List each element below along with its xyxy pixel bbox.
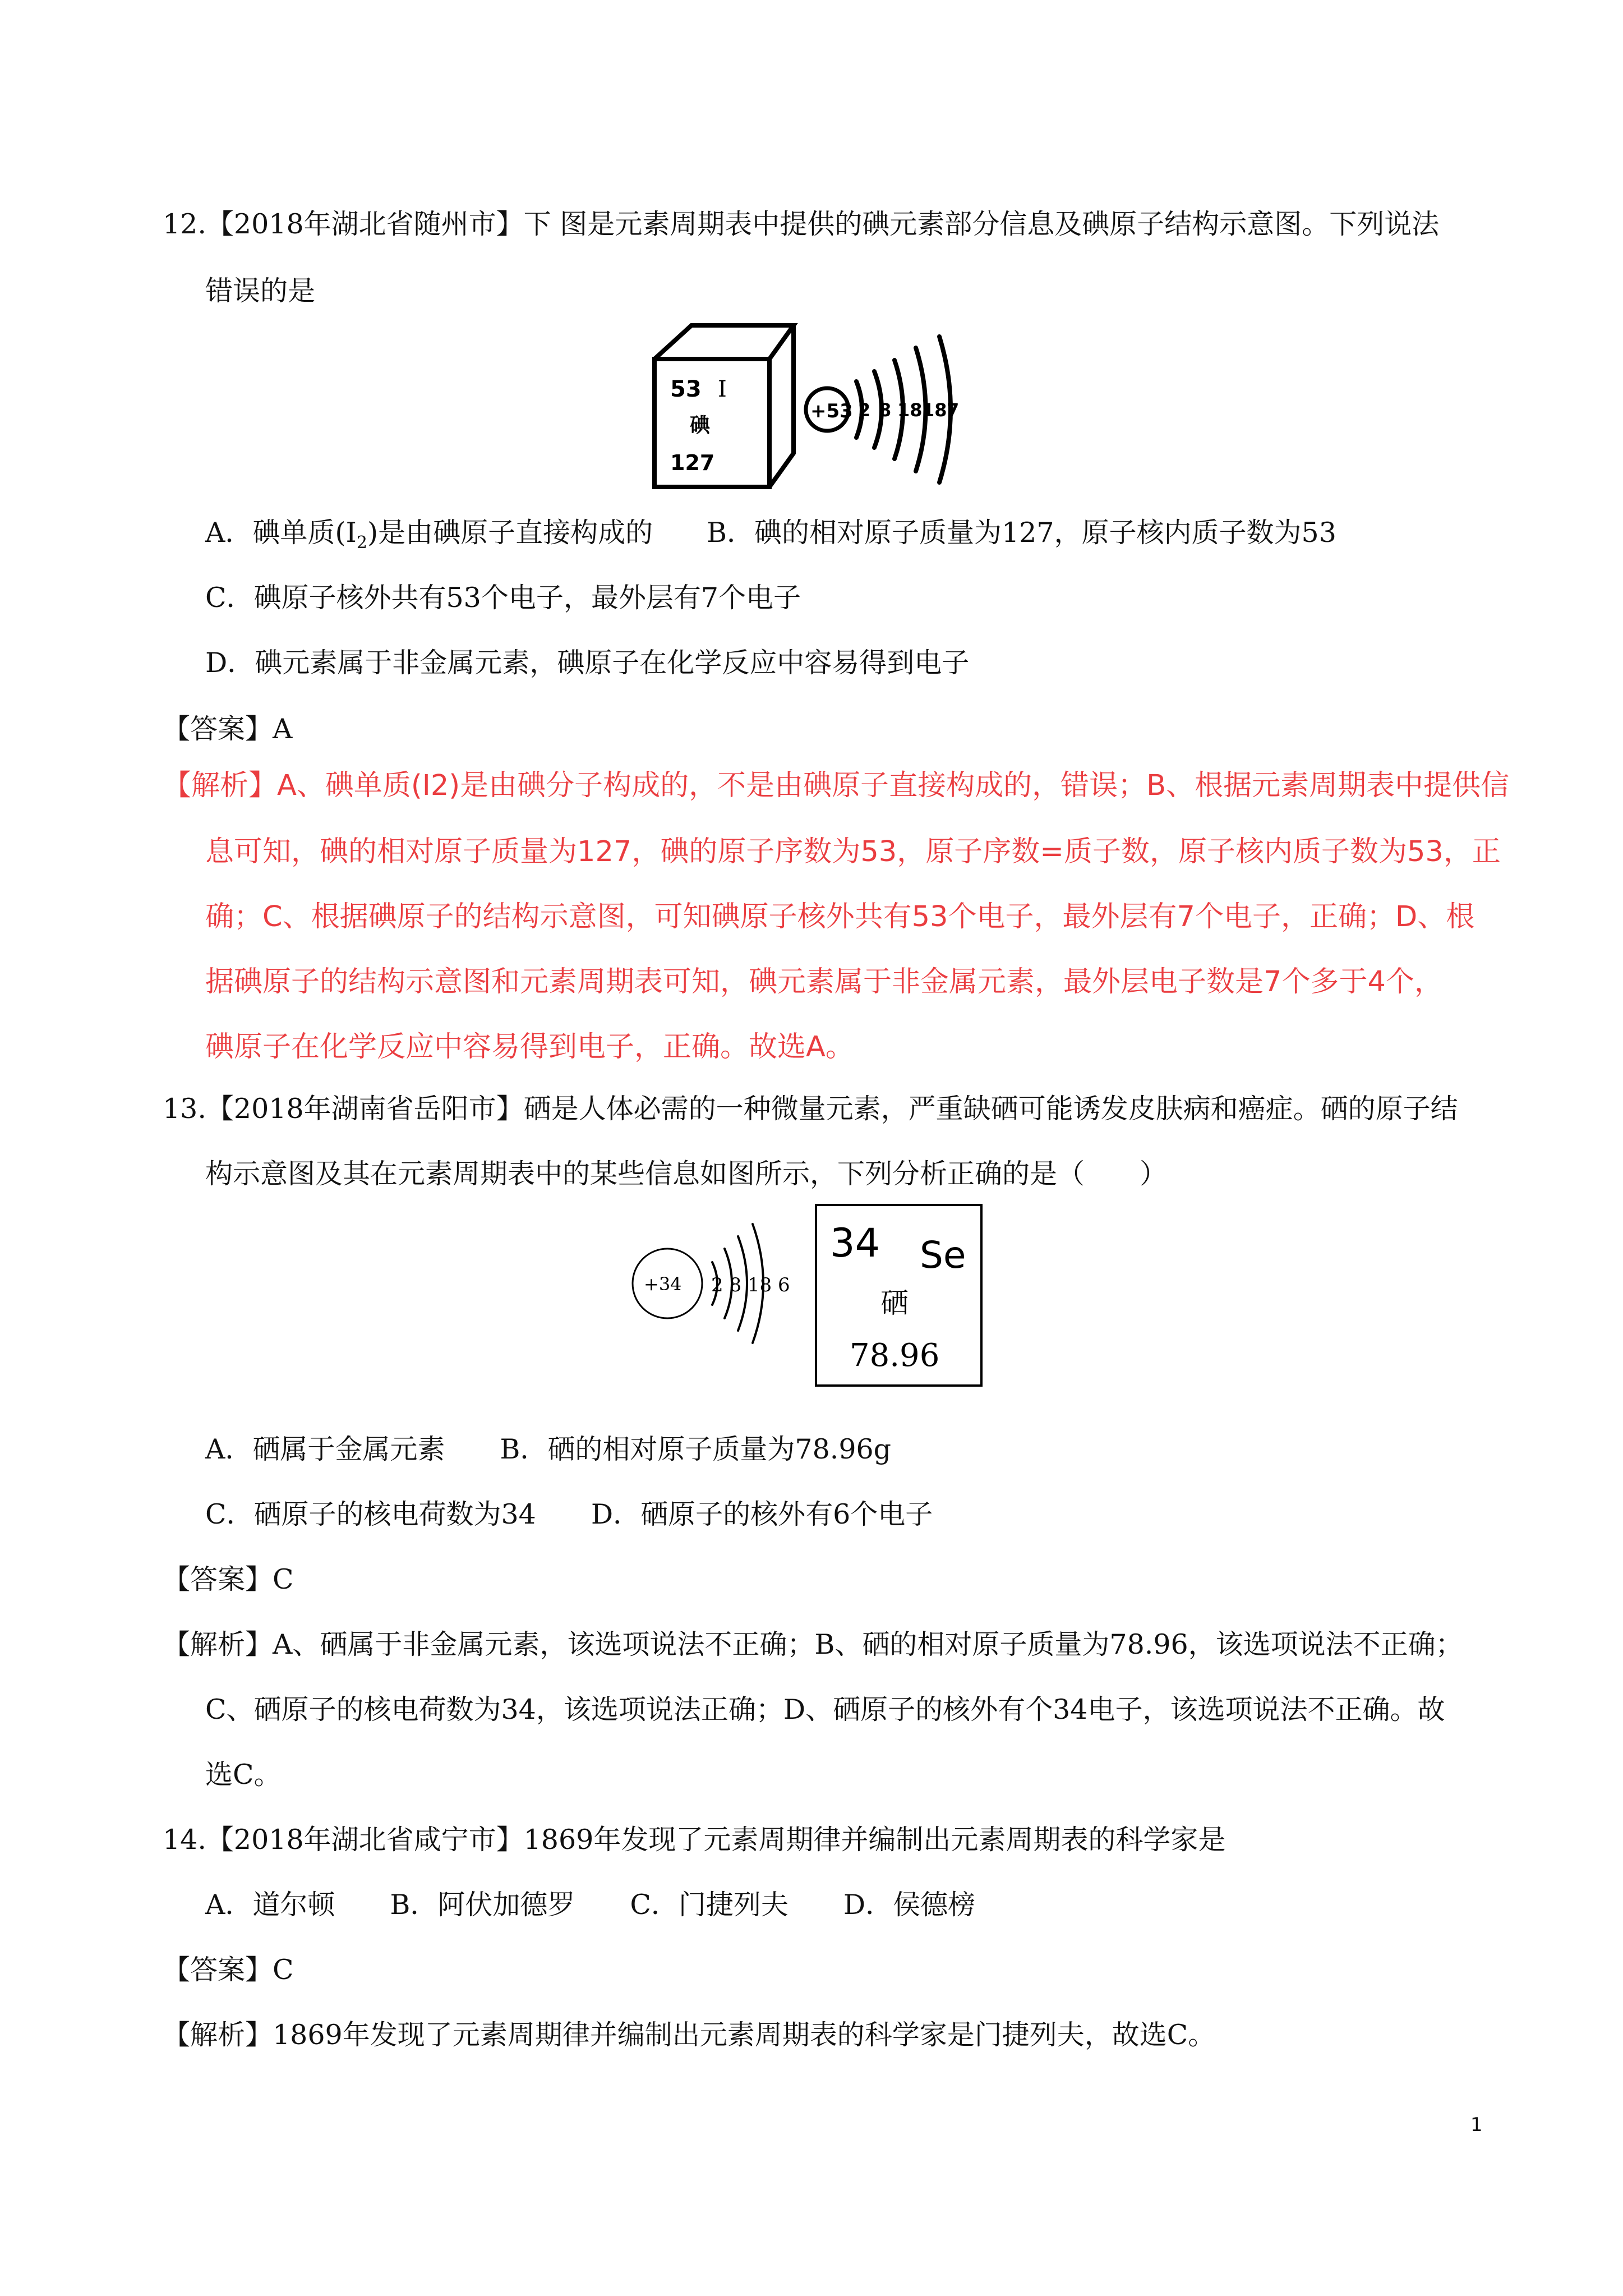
selenium-mass: 78.96 [850,1337,940,1374]
q12-analysis-line1: 【解析】A、碘单质(I2)是由碘分子构成的，不是由碘原子直接构成的，错误；B、根据元素周期表中提供信 [163,769,1510,802]
q12-option-d: D．碘元素属于非金属元素，碘原子在化学反应中容易得到电子 [205,647,970,679]
iodine-shell-5: 7 [947,399,960,421]
selenium-shells: 2 8 18 6 [711,1274,790,1296]
q14-answer: 【答案】C [163,1954,294,1986]
q12-answer: 【答案】A [163,713,293,745]
q12-option-a: A．碘单质$(I_2)$是由碘原子直接构成的 [205,517,653,553]
page-number: 1 [1470,2114,1483,2136]
q12-option-b: B．碘的相对原子质量为127，原子核内质子数为53 [707,517,1336,549]
q13-options-ab: A．硒属于金属元素 B．硒的相对原子质量为78.96g [205,1433,892,1465]
q12-stem-line1: 12.【2018年湖北省随州市】下 图是元素周期表中提供的碘元素部分信息及碘原子结构示意图。下列说法 [163,208,1440,240]
q13-analysis-line2: C、硒原子的核电荷数为34，该选项说法正确；D、硒原子的核外有个34电子，该选项说法不正确。故 [205,1694,1445,1726]
q12-stem-line2: 错误的是 [205,275,316,307]
q13-stem-line2: 构示意图及其在元素周期表中的某些信息如图所示，下列分析正确的是（ ） [205,1158,1168,1190]
q12-analysis-line2: 息可知，碘的相对原子质量为127，碘的原子序数为53，原子序数=质子数，原子核内质子数为53，正 [205,835,1501,868]
iodine-number: 53 [670,376,702,402]
iodine-symbol: I [718,376,727,402]
selenium-figure [623,1195,993,1397]
q13-options-cd: C．硒原子的核电荷数为34 D．硒原子的核外有6个电子 [205,1498,933,1530]
q14-options: A．道尔顿 B．阿伏加德罗 C．门捷列夫 D．侯德榜 [205,1889,976,1921]
selenium-symbol: Se [920,1234,966,1277]
selenium-nucleus: +34 [644,1273,682,1295]
q13-analysis-line3: 选C。 [205,1759,282,1791]
q12-option-c: C．碘原子核外共有53个电子，最外层有7个电子 [205,582,801,614]
q13-answer: 【答案】C [163,1563,294,1595]
q13-analysis-line1: 【解析】A、硒属于非金属元素，该选项说法不正确；B、硒的相对原子质量为78.96，该选项说法不正确； [163,1628,1463,1660]
iodine-shell-4: 18 [922,399,947,421]
iodine-mass: 127 [670,450,715,475]
iodine-shell-3: 18 [897,399,923,421]
q14-analysis: 【解析】1869年发现了元素周期律并编制出元素周期表的科学家是门捷列夫，故选C。 [163,2019,1216,2051]
selenium-number: 34 [830,1220,880,1266]
q12-analysis-line3: 确；C、根据碘原子的结构示意图，可知碘原子核外共有53个电子，最外层有7个电子，正确；D、根 [205,900,1475,933]
q12-analysis-line4: 据碘原子的结构示意图和元素周期表可知，碘元素属于非金属元素，最外层电子数是7个多于4个， [205,965,1443,999]
iodine-figure [648,320,984,491]
iodine-nucleus: +53 [810,400,853,422]
q13-stem-line1: 13.【2018年湖南省岳阳市】硒是人体必需的一种微量元素，严重缺硒可能诱发皮肤病和癌症。硒的原子结 [163,1093,1458,1125]
q14-stem: 14.【2018年湖北省咸宁市】1869年发现了元素周期律并编制出元素周期表的科学家是 [163,1824,1226,1856]
iodine-shell-1: 2 [858,399,871,421]
iodine-name: 碘 [690,414,711,437]
q12-analysis-line5: 碘原子在化学反应中容易得到电子，正确。故选A。 [205,1030,854,1064]
selenium-name: 硒 [880,1287,909,1319]
iodine-shell-2: 8 [879,399,892,421]
